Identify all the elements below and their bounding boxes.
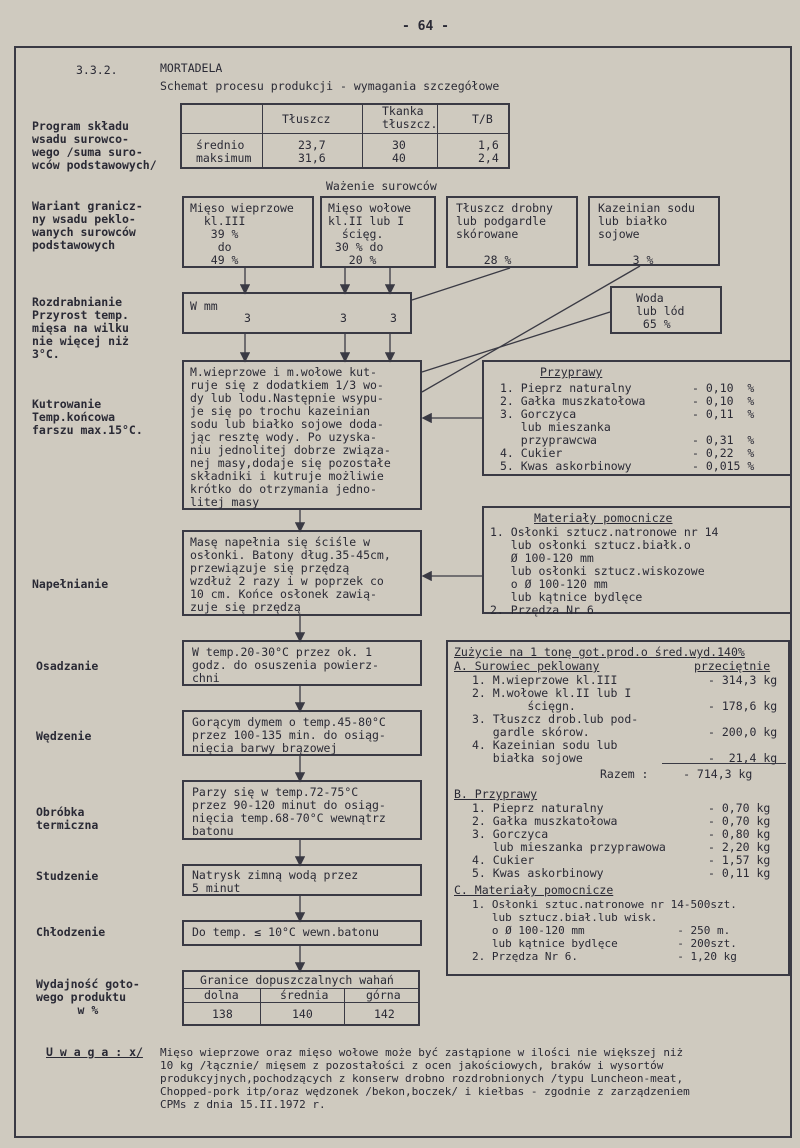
program-cell: 23,7 xyxy=(298,138,326,152)
program-header-2: Tkanka tłuszcz. xyxy=(382,104,438,131)
program-cell: 40 xyxy=(392,151,406,165)
spices-title: Przyprawy xyxy=(540,365,603,379)
yield-label: Wydajność goto- wego produktu w % xyxy=(36,977,140,1017)
consumption-a-values: - 314,3 kg - 178,6 kg - 200,0 kg - 21,4 kg xyxy=(708,673,778,765)
settling-text: W temp.20-30°C przez ok. 1 godz. do osuszenia powierz- chni xyxy=(192,645,379,685)
program-row-2-name: maksimum xyxy=(196,151,252,165)
consumption-a-names: 1. M.wieprzowe kl.III 2. M.wołowe kl.II lub I ścięgn. 3. Tłuszcz drob.lub pod- gardle skórow. 4. Kazeinian sodu lub białka sojowe xyxy=(472,673,639,765)
consumption-a-total: Razem : - 714,3 kg xyxy=(600,767,753,781)
aux-materials-text: 1. Osłonki sztucz.natronowe nr 14 lub osłonki sztucz.białk.o Ø 100-120 mm lub osłonki sztucz.wiskozowe o Ø 100-120 mm lub kątnice bydlęce 2. Przędza Nr 6 xyxy=(490,525,719,617)
note-text: Mięso wieprzowe oraz mięso wołowe może być zastąpione w ilości nie większej niż 10 kg /łącznie/ mięsem z pozostałości z ocen jakościowych, braków i wysortów produkcyjnych,pochodzących z konserw drobno rozdrobnionych /typu Luncheon-meat, Chopped-pork itp/oraz wędzonek /bekon,boczek/ i kiełbas - zgodnie z zarządzeniem CPMs z dnia 15.II.1972 r. xyxy=(160,1046,690,1111)
spice-name: 3. Gorczyca lub mieszanka przyprawcwa xyxy=(500,407,611,447)
cooling1-text: Natrysk zimną wodą przez 5 minut xyxy=(192,868,359,895)
variant-label: Wariant granicz- ny wsadu peklo- wanych surowców podstawowych xyxy=(32,199,143,252)
program-header-1: Tłuszcz xyxy=(282,112,331,126)
yield-value: 140 xyxy=(292,1007,313,1021)
smoking-label: Wędzenie xyxy=(36,729,92,743)
grinding-value: 3 xyxy=(340,311,347,325)
spice-value: - 0,11 % - 0,31 % xyxy=(692,407,755,447)
program-cell: 2,4 xyxy=(478,151,499,165)
consumption-section-b: B. Przyprawy xyxy=(454,787,538,801)
grinding-box-label: W mm xyxy=(190,299,218,313)
grinding-value: 3 xyxy=(244,311,251,325)
variant-box-beef-text: Mięso wołowe kl.II lub I ścięg. 30 % do 20 % xyxy=(328,201,412,267)
settling-label: Osadzanie xyxy=(36,659,99,673)
cutting-text: M.wieprzowe i m.wołowe kut- ruje się z dodatkiem 1/3 wo- dy lub lodu.Następnie wsypu- je się po trochu kazeinian sodu lub białko sojowe doda- jąc resztę wody. Po uzyska- niu jednolitej dobrze związa- nej masy,dodaje się pozostałe składniki i kutruje możliwie krótko do otrzymania jedno- litej masy xyxy=(190,365,391,509)
program-cell: 1,6 xyxy=(478,138,499,152)
yield-header: Granice dopuszczalnych wahań xyxy=(200,973,394,987)
variant-box-pork-text: Mięso wieprzowe kl.III 39 % do 49 % xyxy=(190,201,294,267)
water-box-text: Woda lub lód 65 % xyxy=(636,291,685,331)
consumption-c-text: 1. Osłonki sztuc.natronowe nr 14-500szt. lub sztucz.biał.lub wisk. o Ø 100-120 mm - 250 m. lub kątnice bydlęce - 200szt. 2. Przędza Nr 6. - 1,20 kg xyxy=(472,898,737,963)
filling-text: Masę napełnia się ściśle w osłonki. Batony dług.35-45cm, przewiązuje się przędzą wzdłuż 2 razy i w poprzek co 10 cm. Końce osłonek zawią- zuje się przędzą xyxy=(190,535,391,614)
program-cell: 31,6 xyxy=(298,151,326,165)
heat-text: Parzy się w temp.72-75°C przez 90-120 minut do osiąg- nięcia temp.68-70°C wewnątrz batonu xyxy=(192,785,386,838)
section-number: 3.3.2. xyxy=(76,63,118,77)
spice-value: - 0,22 % xyxy=(692,446,755,460)
yield-value: 138 xyxy=(212,1007,233,1021)
consumption-b-values: - 0,70 kg - 0,70 kg - 0,80 kg - 2,20 kg - 1,57 kg - 0,11 kg xyxy=(708,801,771,880)
aux-materials-title: Materiały pomocnicze xyxy=(534,511,673,525)
consumption-avg-label: przeciętnie xyxy=(694,659,771,673)
weighing-label: Ważenie surowców xyxy=(326,179,437,193)
spice-name: 2. Gałka muszkatołowa xyxy=(500,394,646,408)
cooling1-label: Studzenie xyxy=(36,869,99,883)
program-header-3: T/B xyxy=(472,112,493,126)
note-label: U w a g a : x/ xyxy=(46,1045,143,1059)
cooling2-text: Do temp. ≤ 10°C wewn.batonu xyxy=(192,925,379,939)
spice-value: - 0,015 % xyxy=(692,459,755,473)
filling-label: Napełnianie xyxy=(32,577,109,591)
yield-value: 142 xyxy=(374,1007,395,1021)
consumption-b-names: 1. Pieprz naturalny 2. Gałka muszkatołowa 3. Gorczyca lub mieszanka przyprawowa 4. Cukier 5. Kwas askorbinowy xyxy=(472,801,666,880)
grinding-value: 3 xyxy=(390,311,397,325)
page-number: - 64 - xyxy=(402,19,449,34)
consumption-section-c: C. Materiały pomocnicze xyxy=(454,883,614,897)
consumption-title: Zużycie na 1 tonę got.prod.o śred.wyd.140% xyxy=(454,645,745,659)
variant-box-casein-text: Kazeinian sodu lub białko sojowe 3 % xyxy=(598,201,695,267)
yield-col: górna xyxy=(366,988,401,1002)
consumption-section-a: A. Surowiec peklowany xyxy=(454,659,600,673)
program-label: Program składu wsadu surowco- wego /suma suro- wców podstawowych/ xyxy=(32,119,157,172)
variant-box-fat-text: Tłuszcz drobny lub podgardle skórowane 28 % xyxy=(456,201,553,267)
program-cell: 30 xyxy=(392,138,406,152)
yield-col: średnia xyxy=(280,988,329,1002)
spice-value: - 0,10 % xyxy=(692,381,755,395)
yield-col: dolna xyxy=(204,988,239,1002)
spice-value: - 0,10 % xyxy=(692,394,755,408)
cutting-label: Kutrowanie Temp.końcowa farszu max.15°C. xyxy=(32,397,143,437)
heat-label: Obróbka termiczna xyxy=(36,805,99,832)
smoking-text: Gorącym dymem o temp.45-80°C przez 100-135 min. do osiąg- nięcia barwy brązowej xyxy=(192,715,386,755)
cooling2-label: Chłodzenie xyxy=(36,925,106,939)
spice-name: 5. Kwas askorbinowy xyxy=(500,459,632,473)
spice-name: 1. Pieprz naturalny xyxy=(500,381,632,395)
section-title: MORTADELA xyxy=(160,61,223,75)
program-row-1-name: średnio xyxy=(196,138,245,152)
spice-name: 4. Cukier xyxy=(500,446,563,460)
grinding-label: Rozdrabnianie Przyrost temp. mięsa na wilku nie więcej niż 3°C. xyxy=(32,295,129,361)
subtitle: Schemat procesu produkcji - wymagania szczegółowe xyxy=(160,79,500,93)
